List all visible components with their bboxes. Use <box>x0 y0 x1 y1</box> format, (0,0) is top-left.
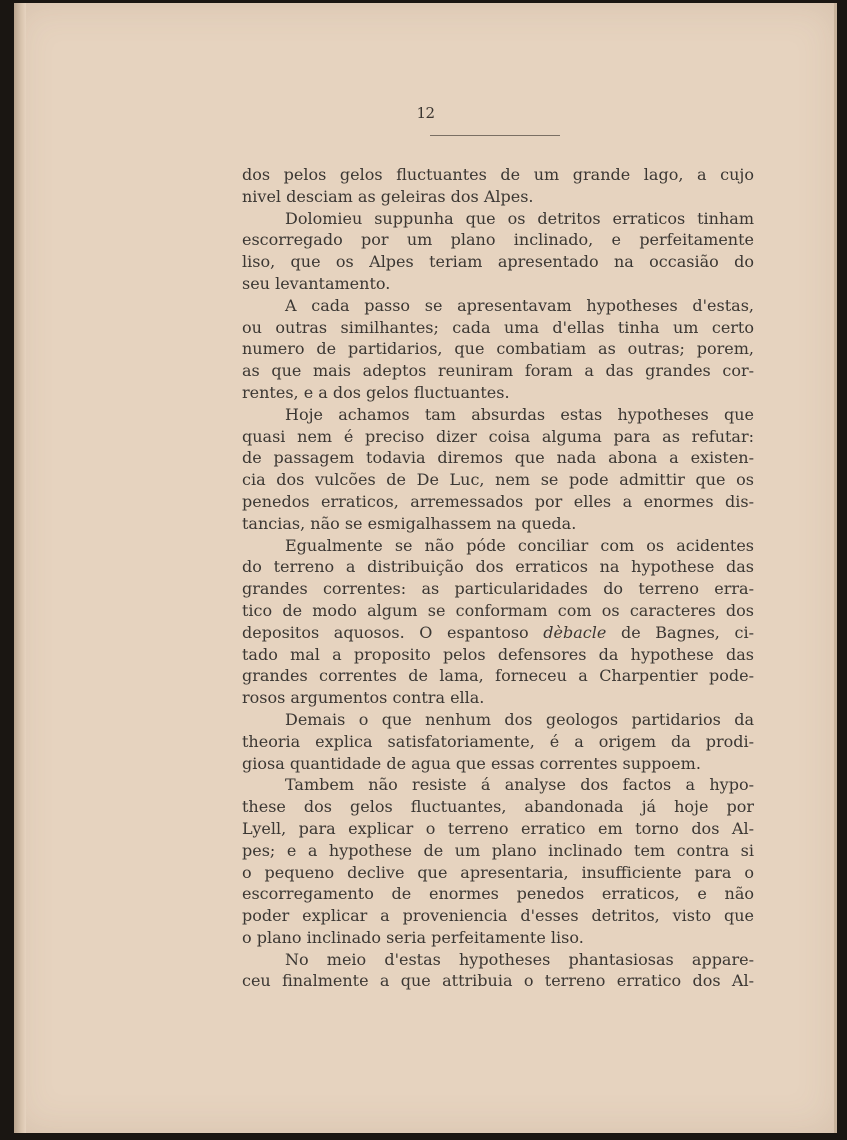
text-line: theoria explica satisfatoriamente, é a origem da prodi- <box>242 731 754 751</box>
page-gutter <box>14 3 26 1133</box>
text-line: nivel desciam as geleiras dos Alpes. <box>242 186 534 206</box>
text-segment: de Bagnes, ci- <box>606 622 754 642</box>
text-line: do terreno a distribuição dos erraticos na hypothese das <box>242 557 754 577</box>
text-line: seu levantamento. <box>242 273 391 293</box>
text-line <box>242 622 754 644</box>
header-rule <box>430 135 560 136</box>
text-line: cia dos vulcões de De Luc, nem se pode admittir que os <box>242 470 754 490</box>
text-line: Hoje achamos tam absurdas estas hypotheses que <box>285 404 754 424</box>
text-line: Tambem não resiste á analyse dos factos a hypo- <box>285 775 754 795</box>
text-line: giosa quantidade de agua que essas correntes suppoem. <box>242 753 701 773</box>
text-line: quasi nem é preciso dizer coisa alguma para as refutar: <box>242 426 754 446</box>
text-line: de passagem todavia diremos que nada abona a existen- <box>242 448 754 468</box>
text-line: tico de modo algum se conformam com os caracteres dos <box>242 600 754 620</box>
text-line: poder explicar a proveniencia d'esses detritos, visto que <box>242 906 754 926</box>
text-line: dos pelos gelos fluctuantes de um grande lago, a cujo <box>242 165 754 184</box>
text-line: tado mal a proposito pelos defensores da hypothese das <box>242 644 754 664</box>
text-line: grandes correntes de lama, forneceu a Charpentier pode- <box>242 666 754 686</box>
text-line: Lyell, para explicar o terreno erratico em torno dos Al- <box>242 818 754 838</box>
text-line: escorregamento de enormes penedos erraticos, e não <box>242 884 754 904</box>
text-line: ceu finalmente a que attribuia o terreno erratico dos Al- <box>242 971 754 991</box>
page-edge <box>834 3 837 1133</box>
text-line: ou outras similhantes; cada uma d'ellas tinha um certo <box>242 317 754 337</box>
text-line: tancias, não se esmigalhassem na queda. <box>242 513 577 533</box>
book-page <box>14 3 837 1133</box>
text-line: rentes, e a dos gelos fluctuantes. <box>242 382 510 402</box>
text-line: o pequeno declive que apresentaria, insufficiente para o <box>242 862 754 882</box>
text-line: grandes correntes: as particularidades do terreno erra- <box>242 579 754 599</box>
text-line: numero de partidarios, que combatiam as outras; porem, <box>242 339 754 359</box>
text-line: as que mais adeptos reuniram foram a das grandes cor- <box>242 361 754 381</box>
text-line: Dolomieu suppunha que os detritos erraticos tinham <box>285 208 754 228</box>
text-line: A cada passo se apresentavam hypotheses d'estas, <box>285 295 754 315</box>
body-text <box>242 164 754 992</box>
text-line: penedos erraticos, arremessados por elles a enormes dis- <box>242 491 754 511</box>
text-line: No meio d'estas hypotheses phantasiosas appare- <box>285 949 754 969</box>
text-line: escorregado por um plano inclinado, e perfeitamente <box>242 230 754 250</box>
text-line: rosos argumentos contra ella. <box>242 688 485 708</box>
text-line: liso, que os Alpes teriam apresentado na occasião do <box>242 252 754 272</box>
text-line: o plano inclinado seria perfeitamente liso. <box>242 927 584 947</box>
text-line: Egualmente se não póde conciliar com os acidentes <box>285 535 754 555</box>
text-segment: depositos aquosos. O espantoso <box>242 622 544 642</box>
page-number: 12 <box>416 104 435 122</box>
text-line: pes; e a hypothese de um plano inclinado tem contra si <box>242 840 754 860</box>
text-line: Demais o que nenhum dos geologos partidarios da <box>285 709 754 729</box>
italic-term: dèbacle <box>543 622 607 642</box>
text-line: these dos gelos fluctuantes, abandonada já hoje por <box>242 797 754 817</box>
